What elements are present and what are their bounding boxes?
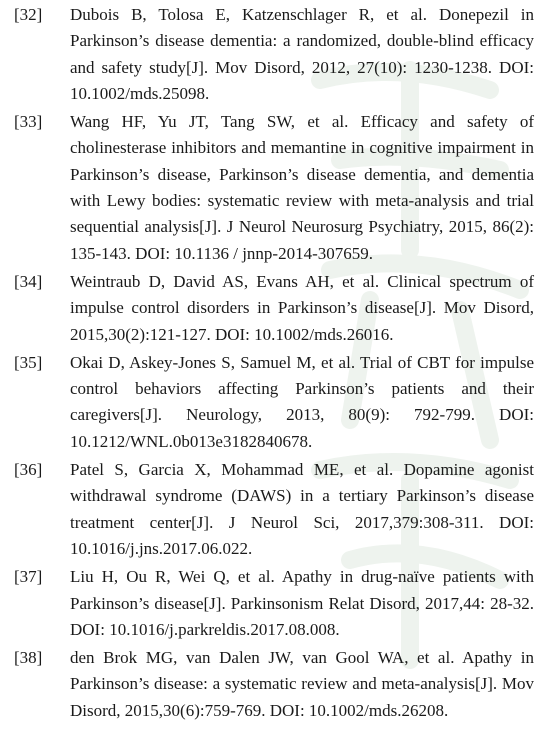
reference-entry-35 [0, 350, 550, 455]
reference-number: [35] [14, 352, 43, 372]
reference-number: [34] [14, 271, 43, 291]
reference-entry-36 [0, 457, 550, 562]
reference-entry-33 [0, 109, 550, 267]
reference-text: Weintraub D, David AS, Evans AH, et al. Clinical spectrum of impulse control disorders in Parkinson’s disease[J]. Mov Disord, 2015,30(2):121-127. DOI: 10.1002/mds.26016. [70, 271, 534, 344]
reference-entry-32 [0, 2, 550, 107]
reference-entry-38 [0, 645, 550, 724]
reference-number: [32] [14, 5, 43, 24]
reference-entry-34 [0, 269, 550, 348]
reference-number: [37] [14, 567, 43, 587]
reference-text: Wang HF, Yu JT, Tang SW, et al. Efficacy and safety of cholinesterase inhibitors and memantine in cognitive impairment in Parkinson’s disease, Parkinson’s disease dementia, and dementia with Lewy bodies: systematic review with meta-analysis and trial sequential analysis[J]. J Neurol Neurosurg Psychiatry, 2015, 86(2): 135-143. DOI: 10.1136 / jnnp-2014-307659. [70, 112, 534, 263]
reference-text: Patel S, Garcia X, Mohammad ME, et al. Dopamine agonist withdrawal syndrome (DAWS) in a tertiary Parkinson’s disease treatment center[J]. J Neurol Sci, 2017,379:308-311. DOI: 10.1016/j.jns.2017.06.022. [70, 460, 534, 558]
reference-text: Okai D, Askey-Jones S, Samuel M, et al. Trial of CBT for impulse control behaviors affecting Parkinson’s patients and their caregivers[J]. Neurology, 2013, 80(9): 792-799. DOI: 10.1212/WNL.0b013e3182840678. [70, 352, 534, 451]
reference-text: den Brok MG, van Dalen JW, van Gool WA, et al. Apathy in Parkinson’s disease: a systematic review and meta-analysis[J]. Mov Disord, 2015,30(6):759-769. DOI: 10.1002/mds.26208. [70, 648, 534, 720]
reference-number: [33] [14, 112, 43, 132]
reference-entry-37 [0, 564, 550, 643]
reference-text: Liu H, Ou R, Wei Q, et al. Apathy in drug-naïve patients with Parkinson’s disease[J]. Parkinsonism Relat Disord, 2017,44: 28-32. DOI: 10.1016/j.parkreldis.2017.08.008. [70, 567, 534, 639]
reference-text: Dubois B, Tolosa E, Katzenschlager R, et al. Donepezil in Parkinson’s disease dementia: a randomized, double-blind efficacy and safety study[J]. Mov Disord, 2012, 27(10): 1230-1238. DOI: 10.1002/mds.25098. [70, 5, 534, 103]
reference-number: [36] [14, 460, 43, 480]
reference-number: [38] [14, 648, 43, 668]
